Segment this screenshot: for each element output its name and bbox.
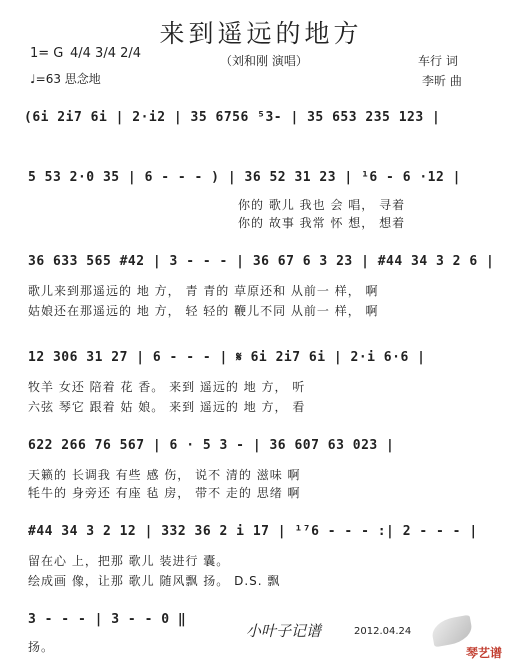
notation-line-2: 5 53 2·0 35 | 6 - - - ) | 36 52 31 23 | ¹6 - 6 ·12 | (28, 170, 461, 185)
time-signatures: 4/4 3/4 2/4 (70, 46, 142, 61)
lyric-line-2-verse-2: 你的 故事 我常 怀 想， 想着 (238, 216, 406, 230)
notation-line-1: (6i 2i7 6i | 2·i2 | 35 6756 ⁵3- | 35 653 235 123 | (24, 110, 441, 125)
tempo-marking: ♩=63 思念地 (30, 72, 101, 86)
lyric-line-6-verse-1: 留在心 上，把那 歌儿 装进行 囊。 (28, 554, 230, 568)
notation-line-3: 36 633 565 #42 | 3 - - - | 36 67 6 3 23 | #44 34 3 2 6 | (28, 254, 495, 269)
lyric-line-2-verse-1: 你的 歌儿 我也 会 唱， 寻着 (238, 198, 406, 212)
notation-line-6: #44 34 3 2 12 | 332 36 2 i 17 | ¹⁷6 - - - :| 2 - - - | (28, 524, 478, 539)
lyric-line-4-verse-1: 牧羊 女还 陪着 花 香。 来到 遥远的 地 方， 听 (28, 380, 306, 394)
notation-line-5: 622 266 76 567 | 6 · 5 3 - | 36 607 63 023 | (28, 438, 395, 453)
key-signature: 1= G (30, 46, 64, 61)
lyric-line-5-verse-2: 牦牛的 身旁还 有座 毡 房， 带不 走的 思绪 啊 (28, 486, 301, 500)
lyric-line-5-verse-1: 天籁的 长调我 有些 感 伤， 说不 清的 滋味 啊 (28, 468, 301, 482)
lyric-line-7-verse-2: 扬。 (28, 640, 55, 654)
performers: （刘和刚 演唱） (220, 54, 308, 68)
song-title: 来到遥远的地方 (159, 19, 363, 48)
lyric-line-3-verse-2: 姑娘还在那遥远的 地 方， 轻 轻的 鞭儿不同 从前一 样， 啊 (28, 304, 379, 318)
lyric-line-3-verse-1: 歌儿来到那遥远的 地 方， 青 青的 草原还和 从前一 样， 啊 (28, 284, 379, 298)
notation-line-7: 3 - - - | 3 - - 0 ‖ (28, 612, 187, 627)
site-watermark: 琴艺谱 (466, 646, 503, 660)
transcription-date: 2012.04.24 (354, 626, 412, 637)
transcriber-signature: 小叶子记谱 (246, 622, 322, 640)
notation-line-4: 12 306 31 27 | 6 - - - | 𝄋 6i 2i7 6i | 2·i 6·6 | (28, 350, 426, 365)
lyric-line-4-verse-2: 六弦 琴它 跟着 姑 娘。 来到 遥远的 地 方， 看 (28, 400, 306, 414)
leaf-decoration (430, 615, 474, 648)
composer-credit: 李昕 曲 (422, 74, 462, 88)
lyricist-credit: 车行 词 (418, 54, 458, 68)
lyric-line-6-verse-2: 绘成画 像，让那 歌儿 随风飘 扬。 D.S. 飘 (28, 574, 281, 588)
